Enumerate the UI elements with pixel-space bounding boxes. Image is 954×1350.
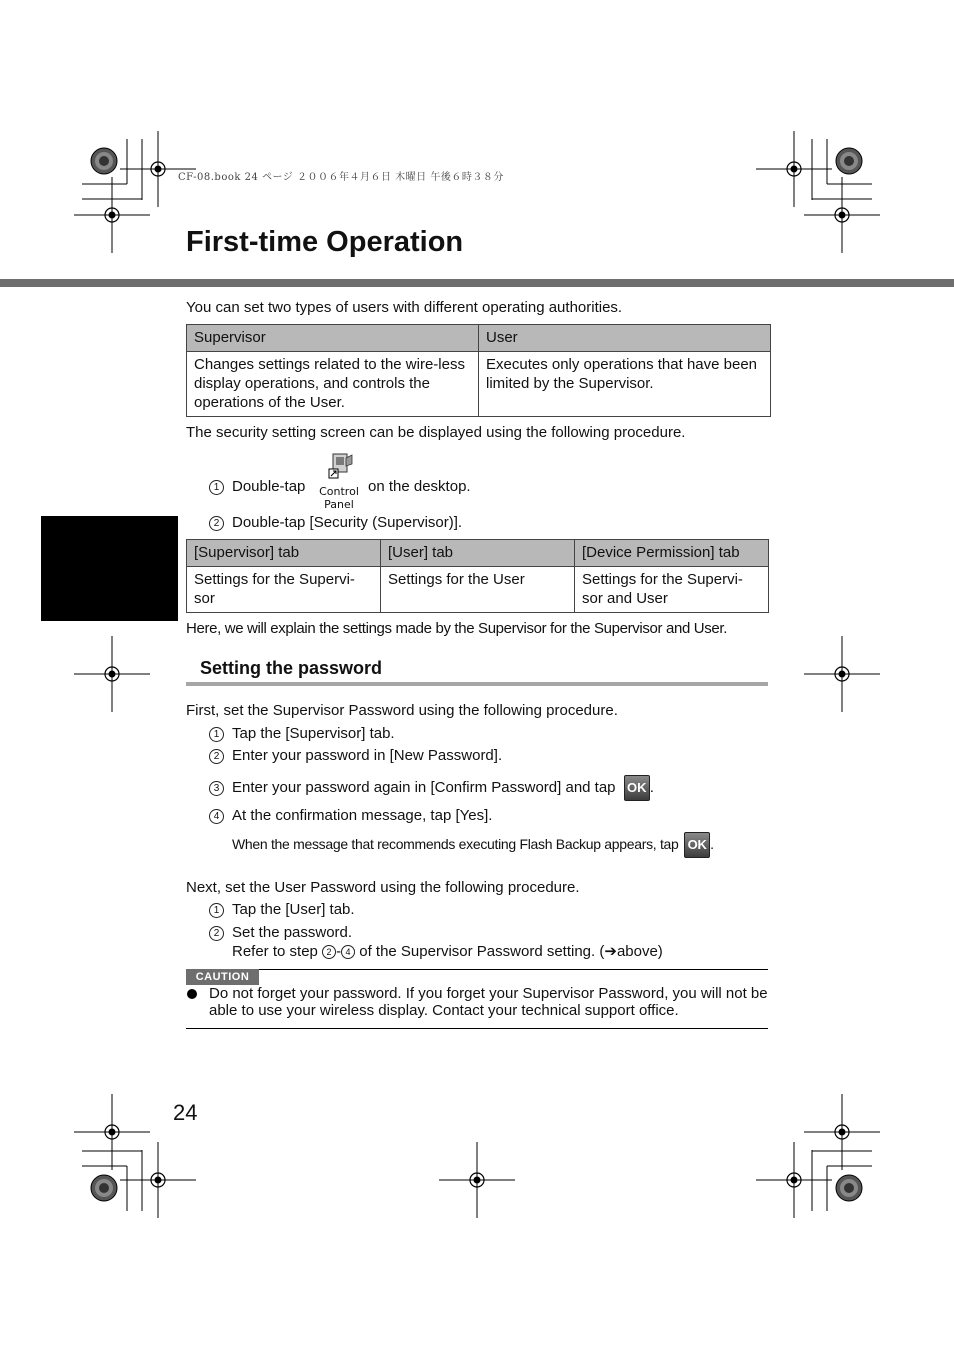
refer-text (232, 942, 663, 961)
table-row (187, 567, 769, 613)
user-intro: Next, set the User Password using the following procedure. (186, 879, 580, 896)
caution-badge: CAUTION (186, 969, 259, 985)
ok-button[interactable]: OK (624, 775, 650, 801)
control-panel-shortcut[interactable] (316, 452, 362, 510)
bullet-icon (187, 989, 197, 999)
step-number: 2 (209, 926, 224, 941)
table-row (187, 352, 771, 417)
refer-prefix: Refer to step (232, 943, 318, 960)
table-cell: Settings for the Supervi-sor (187, 567, 381, 613)
step-text: Double-tap [Security (Supervisor)]. (232, 514, 463, 531)
procedure-intro: The security setting screen can be displayed using the following procedure. (186, 424, 686, 441)
user-types-table (186, 324, 771, 417)
title-bar (0, 279, 954, 287)
page-title: First-time Operation (186, 226, 464, 258)
header-cell: [User] tab (381, 540, 575, 567)
table-cell: Executes only operations that have been limited by the Supervisor. (479, 352, 771, 417)
icon-label: Control (319, 485, 359, 498)
procedure-step-1 (209, 477, 305, 496)
header-note: CF-08.book 24 ページ ２００６年４月６日 木曜日 午後６時３８分 (178, 172, 504, 183)
caution-text: Do not forget your password. If you forget your Supervisor Password, you will not be able to use your wireless display. Contact your technical support office. (209, 985, 768, 1019)
step-number: 4 (209, 809, 224, 824)
table-cell: Settings for the User (381, 567, 575, 613)
table-cell: Settings for the Supervi-sor and User (575, 567, 769, 613)
step-text: Set the password. (232, 924, 353, 941)
table-header-row (187, 540, 769, 567)
header-cell: User (479, 325, 771, 352)
step-number: 3 (209, 781, 224, 796)
caution-top-rule (186, 969, 768, 970)
procedure-step-2 (209, 513, 462, 532)
step-number: 1 (209, 727, 224, 742)
refer-suffix: above) (616, 943, 663, 960)
step-text: At the confirmation message, tap [Yes]. (232, 807, 493, 824)
section-rule (186, 682, 768, 686)
refer-dash: - (336, 943, 342, 960)
header-cell: Supervisor (187, 325, 479, 352)
supervisor-step-2 (209, 746, 502, 765)
supervisor-step-3: 3 Enter your password again in [Confirm Password] and tap OK . (209, 775, 654, 801)
step-ref-number: 4 (341, 945, 355, 959)
step-text-suffix: on the desktop. (368, 478, 471, 495)
step-ref-number: 2 (322, 945, 336, 959)
user-step-2 (209, 923, 352, 942)
step-number: 2 (209, 749, 224, 764)
user-step-1 (209, 900, 355, 919)
thumb-index-tab (41, 516, 178, 621)
step-text: Enter your password again in [Confirm Password] and tap (232, 778, 616, 796)
section-title: Setting the password (200, 658, 383, 678)
step-number: 1 (209, 480, 224, 495)
header-cell: [Device Permission] tab (575, 540, 769, 567)
supervisor-step-4 (209, 806, 492, 825)
tabs-table (186, 539, 769, 613)
intro-text: You can set two types of users with different operating authorities. (186, 299, 623, 316)
flash-backup-note: When the message that recommends executing Flash Backup appears, tap OK . (232, 831, 714, 858)
refer-middle: of the Supervisor Password setting. ( (359, 943, 605, 960)
supervisor-intro: First, set the Supervisor Password using the following procedure. (186, 702, 618, 719)
control-panel-icon (324, 452, 354, 482)
step-text: Enter your password in [New Password]. (232, 747, 503, 764)
step-text: Tap the [User] tab. (232, 901, 355, 918)
supervisor-step-1 (209, 724, 395, 743)
ok-button[interactable]: OK (684, 832, 710, 858)
step-text: Double-tap (232, 478, 306, 495)
step-number: 1 (209, 903, 224, 918)
step-number: 2 (209, 516, 224, 531)
caution-bottom-rule (186, 1028, 768, 1029)
header-cell: [Supervisor] tab (187, 540, 381, 567)
table-header-row (187, 325, 771, 352)
page-number: 24 (173, 1100, 198, 1125)
explain-text: Here, we will explain the settings made by the Supervisor for the Supervisor and User. (186, 620, 728, 637)
arrow-icon: ➔ (604, 943, 617, 960)
icon-label: Panel (324, 498, 354, 511)
step-text: Tap the [Supervisor] tab. (232, 725, 395, 742)
table-cell: Changes settings related to the wire-less display operations, and controls the operations of the User. (187, 352, 479, 417)
note-text: When the message that recommends executing Flash Backup appears, tap (232, 836, 679, 852)
